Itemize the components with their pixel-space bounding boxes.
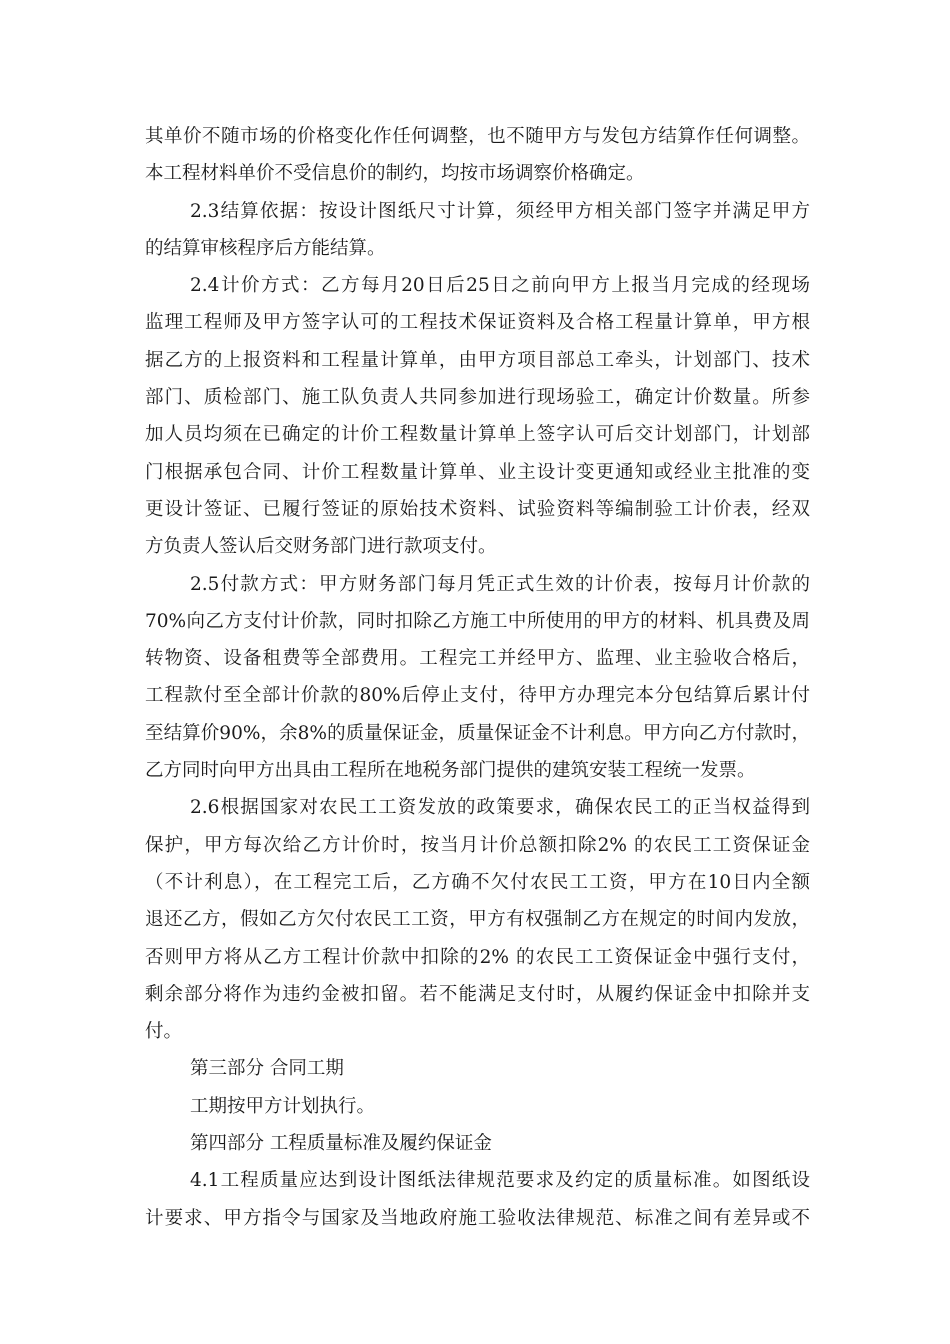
text-line: 工期按甲方计划执行。	[190, 1095, 376, 1117]
text-line: 2.4计价方式：乙方每月20日后25日之前向甲方上报当月完成的经现场	[190, 275, 810, 297]
text-line: 计要求、甲方指令与国家及当地政府施工验收法律规范、标准之间有差异或不	[145, 1207, 810, 1229]
text-line: 加人员均须在已确定的计价工程数量计算单上签字认可后交计划部门，计划部	[145, 424, 810, 446]
text-line: 监理工程师及甲方签字认可的工程技术保证资料及合格工程量计算单，甲方根	[145, 312, 810, 334]
text-line: 退还乙方，假如乙方欠付农民工工资，甲方有权强制乙方在规定的时间内发放，	[145, 909, 810, 931]
text-line: 转物资、设备租费等全部费用。工程完工并经甲方、监理、业主验收合格后，	[145, 648, 810, 670]
text-line: 2.3结算依据：按设计图纸尺寸计算，须经甲方相关部门签字并满足甲方	[190, 200, 810, 222]
text-line: 更设计签证、已履行签证的原始技术资料、试验资料等编制验工计价表，经双	[145, 498, 810, 520]
text-line: 第三部分 合同工期	[190, 1058, 344, 1080]
text-line: 付。	[145, 1021, 183, 1043]
text-line: 第四部分 工程质量标准及履约保证金	[190, 1133, 492, 1155]
text-line: 工程款付至全部计价款的80%后停止支付，待甲方办理完本分包结算后累计付	[145, 685, 810, 707]
text-line: 的结算审核程序后方能结算。	[145, 237, 386, 259]
text-line: 本工程材料单价不受信息价的制约，均按市场调察价格确定。	[145, 163, 645, 185]
text-line: 4.1工程质量应达到设计图纸法律规范要求及约定的质量标准。如图纸设	[190, 1170, 810, 1192]
text-line: 否则甲方将从乙方工程计价款中扣除的2% 的农民工工资保证金中强行支付，	[145, 946, 810, 968]
text-line: 剩余部分将作为违约金被扣留。若不能满足支付时，从履约保证金中扣除并支	[145, 983, 810, 1005]
text-line: 据乙方的上报资料和工程量计算单，由甲方项目部总工牵头，计划部门、技术	[145, 349, 810, 371]
text-line: 70%向乙方支付计价款，同时扣除乙方施工中所使用的甲方的材料、机具费及周	[145, 610, 810, 632]
text-line: 2.5付款方式：甲方财务部门每月凭正式生效的计价表，按每月计价款的	[190, 573, 810, 595]
text-line: 门根据承包合同、计价工程数量计算单、业主设计变更通知或经业主批准的变	[145, 461, 810, 483]
text-line: 至结算价90%，余8%的质量保证金，质量保证金不计利息。甲方向乙方付款时，	[145, 722, 810, 744]
text-line: 方负责人签认后交财务部门进行款项支付。	[145, 536, 497, 558]
text-line: 部门、质检部门、施工队负责人共同参加进行现场验工，确定计价数量。所参	[145, 387, 810, 409]
text-line: 保护，甲方每次给乙方计价时，按当月计价总额扣除2% 的农民工工资保证金	[145, 834, 810, 856]
text-line: 其单价不随市场的价格变化作任何调整，也不随甲方与发包方结算作任何调整。	[145, 126, 810, 147]
text-line: （不计利息），在工程完工后，乙方确不欠付农民工工资，甲方在10日内全额	[145, 871, 810, 893]
text-line: 乙方同时向甲方出具由工程所在地税务部门提供的建筑安装工程统一发票。	[145, 760, 756, 782]
text-line: 2.6根据国家对农民工工资发放的政策要求，确保农民工的正当权益得到	[190, 797, 810, 819]
document-body	[145, 118, 810, 1237]
